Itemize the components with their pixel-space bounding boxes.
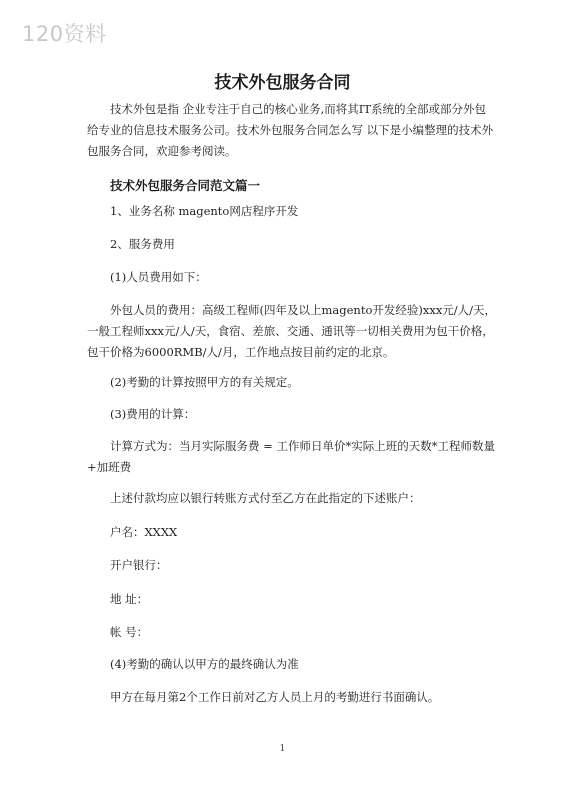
bank-address: 地 址： (110, 592, 149, 606)
document-title: 技术外包服务合同 (214, 73, 351, 93)
item-personnel-fee: (1)人员费用如下： (110, 270, 207, 284)
item-fee-calculation: (3)费用的计算： (110, 407, 196, 421)
attendance-confirmation-text: 甲方在每月第2个工作日前对乙方人员上月的考勤进行书面确认。 (110, 690, 440, 704)
account-number: 帐 号： (110, 625, 149, 639)
payment-instruction: 上述付款均应以银行转账方式付至乙方在此指定的下述账户： (110, 491, 421, 505)
section-title: 技术外包服务合同范文篇一 (110, 178, 261, 193)
item-service-fee: 2、服务费用 (110, 237, 175, 251)
personnel-fee-paragraph: 外包人员的费用：高级工程师(四年及以上magento开发经验)xxx元/人/天，一般工程师xxx元/人/天，食宿、差旅、交通、通讯等一切相关费用为包干价格，包干价格为6000RMB/人/月，工作地点按目前约定的北京。 (87, 303, 497, 359)
intro-paragraph: 技术外包是指 企业专注于自己的核心业务,而将其IT系统的全部或部分外包给专业的信息技术服务公司。技术外包服务合同怎么写 以下是小编整理的技术外包服务合同，欢迎参考阅读。 (87, 102, 494, 158)
item-attendance-confirmation: (4)考勤的确认以甲方的最终确认为准 (110, 657, 299, 671)
watermark-logo: 120资料 (22, 22, 107, 46)
calculation-formula-paragraph: 计算方式为：当月实际服务费 = 工作师日单价*实际上班的天数*工程师数量+加班费 (87, 439, 495, 474)
page-number: 1 (279, 744, 286, 754)
bank-name: 开户银行： (110, 558, 168, 572)
item-attendance-rule: (2)考勤的计算按照甲方的有关规定。 (110, 375, 299, 389)
item-business-name: 1、业务名称 magento网店程序开发 (110, 204, 299, 218)
account-name: 户名：XXXX (110, 525, 178, 539)
